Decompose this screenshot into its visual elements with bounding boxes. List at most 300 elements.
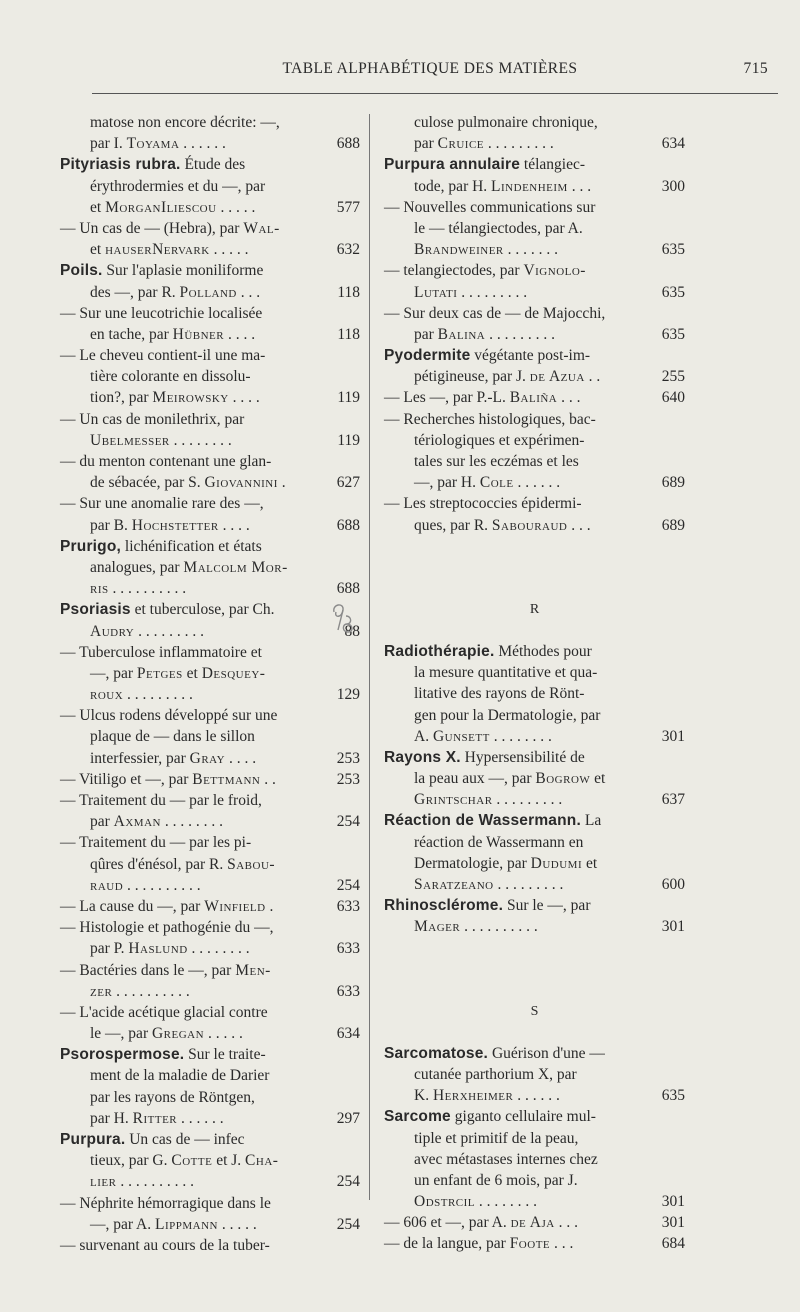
leader-dots: . . . . . . . . — [164, 813, 223, 831]
author-name: Polland — [179, 283, 237, 301]
entry-text: K. — [414, 1087, 433, 1105]
index-line — [60, 578, 360, 599]
index-line — [384, 282, 685, 303]
leader-dots: . — [281, 474, 286, 492]
page-reference: 88 — [344, 622, 360, 640]
leader-dots: . . . . . . — [181, 1109, 224, 1127]
index-line — [60, 197, 360, 218]
index-line — [60, 1171, 360, 1192]
index-line — [384, 154, 685, 175]
section-letter — [384, 1001, 685, 1022]
entry-text: et tuberculose, par Ch. — [130, 601, 275, 619]
page-reference: 254 — [336, 1173, 360, 1191]
entry-text: — telangiectodes, par — [384, 262, 524, 280]
entry-text: — Recherches histologiques, bac- — [384, 410, 596, 428]
leader-dots: . . . . — [222, 516, 250, 534]
entry-text: de sébacée, par S. — [90, 474, 205, 492]
page-reference: 577 — [336, 198, 360, 216]
page-reference: 632 — [336, 241, 360, 259]
entry-text: la peau aux —, par — [414, 770, 536, 788]
entry-text: culose pulmonaire chronique, — [414, 114, 598, 131]
page-reference: 633 — [336, 897, 360, 915]
index-line — [60, 769, 360, 790]
page-reference: 254 — [336, 876, 360, 894]
entry-text: — Sur une anomalie rare des —, — [60, 495, 264, 513]
author-name: Ritter — [132, 1109, 178, 1127]
author-name: raud — [90, 876, 124, 894]
index-line — [384, 874, 685, 895]
index-line — [384, 472, 685, 493]
leader-dots: . . . . . — [220, 198, 256, 216]
author-name: Hübner — [172, 325, 225, 343]
section-letter — [384, 599, 685, 620]
index-line — [384, 726, 685, 747]
author-name: Grintschar — [414, 791, 493, 809]
author-name: Giovannini — [204, 474, 278, 492]
author-name: Baliña — [509, 389, 558, 407]
index-line — [60, 493, 360, 514]
page-reference: 688 — [336, 516, 360, 534]
leader-dots: . . . — [561, 389, 581, 407]
page-reference: 301 — [661, 1193, 685, 1211]
author-name: Mager — [414, 918, 461, 936]
index-line — [60, 239, 360, 260]
entry-text: avec métastases internes chez — [414, 1150, 598, 1168]
author-name: Ubelmesser — [90, 431, 170, 449]
entry-text: Guérison d'une — — [488, 1044, 605, 1062]
leader-dots: . . . . . . . . . — [487, 135, 554, 153]
leader-dots: . . . . . . . . . . — [464, 918, 538, 936]
entry-text: — du menton contenant une glan- — [60, 453, 272, 470]
spacer — [384, 536, 685, 557]
index-line — [60, 1193, 360, 1214]
page-reference: 689 — [661, 474, 685, 492]
index-line — [384, 1170, 685, 1191]
left-column — [60, 112, 360, 1256]
entry-text: tière colorante en dissolu- — [90, 368, 251, 386]
author-name: Wal- — [243, 219, 280, 237]
entry-text: Méthodes pour — [494, 642, 592, 660]
entry-text: — survenant au cours de la tuber- — [60, 1236, 270, 1254]
leader-dots: . . . . . . . . . — [461, 283, 528, 301]
entry-text: le — télangiectodes, par A. — [414, 219, 583, 237]
entry-text: — Ulcus rodens développé sur une — [60, 707, 278, 725]
index-line — [60, 515, 360, 536]
page-reference: 255 — [661, 368, 685, 386]
entry-headword: Radiothérapie. — [384, 642, 495, 660]
leader-dots: . . . . . . . — [507, 241, 559, 259]
entry-text: gen pour la Dermatologie, par — [414, 706, 601, 724]
index-line — [60, 726, 360, 747]
author-name: Haslund — [128, 940, 188, 958]
leader-dots: . . — [588, 368, 601, 386]
spacer — [384, 938, 685, 959]
entry-text: érythrodermies et du —, par — [90, 177, 266, 195]
index-line — [60, 133, 360, 154]
page-reference: 301 — [661, 1214, 685, 1232]
entry-text: —, par A. — [90, 1215, 156, 1233]
author-name: Petges — [136, 664, 183, 682]
page-reference: 634 — [661, 135, 685, 153]
author-name: lier — [90, 1173, 117, 1191]
index-line — [60, 1150, 360, 1171]
author-name: Iliescou — [160, 198, 217, 216]
leader-dots: . . . . — [228, 749, 257, 767]
author-name: Brandweiner — [414, 241, 504, 259]
spacer — [384, 578, 685, 599]
entry-text: Étude des — [180, 156, 246, 174]
handwritten-annotation — [328, 590, 356, 646]
index-line — [60, 303, 360, 324]
page-reference: 119 — [337, 431, 360, 449]
page-reference: 635 — [661, 241, 685, 259]
index-line — [384, 515, 685, 536]
index-line — [384, 324, 685, 345]
author-name: Axman — [113, 813, 161, 831]
entry-text: Hypersensibilité de — [460, 748, 585, 766]
author-name: Desquey- — [201, 664, 266, 682]
index-line — [384, 430, 685, 451]
leader-dots: . . . — [240, 283, 261, 301]
leader-dots: . . . . . . . . . . — [127, 876, 201, 894]
author-name: roux — [90, 686, 124, 704]
author-name: Toyama — [126, 135, 180, 153]
leader-dots: . . . . . . . . . — [497, 876, 564, 893]
entry-text: — Tuberculose inflammatoire et — [60, 643, 262, 661]
index-line — [384, 197, 685, 218]
author-name: Sabou- — [227, 855, 276, 873]
entry-text: par H. — [90, 1109, 133, 1127]
index-line — [60, 1235, 360, 1256]
entry-text: — Bactéries dans le —, par — [60, 961, 236, 979]
author-name: Men- — [235, 961, 271, 979]
author-name: Gray — [189, 749, 226, 767]
page-reference: 688 — [336, 135, 360, 153]
entry-text: par — [90, 813, 114, 831]
entry-text: un enfant de 6 mois, par J. — [414, 1171, 578, 1189]
page-number: 715 — [743, 60, 768, 77]
index-line — [60, 1065, 360, 1086]
entry-text: — L'acide acétique glacial contre — [60, 1003, 268, 1021]
entry-text: — Un cas de monilethrix, par — [60, 410, 245, 428]
entry-text: réaction de Wassermann en — [414, 833, 584, 851]
index-line — [60, 811, 360, 832]
entry-text: tion?, par — [90, 389, 153, 407]
entry-text: et — [182, 664, 202, 682]
index-line — [384, 218, 685, 239]
entry-text: le —, par — [90, 1025, 152, 1043]
author-name: Herxheimer — [432, 1087, 514, 1105]
entry-text: cutanée parthorium X, par — [414, 1065, 577, 1083]
page-reference: 600 — [661, 876, 685, 893]
spacer — [384, 959, 685, 980]
author-name: de Aja — [510, 1214, 555, 1232]
entry-headword: Pityriasis rubra. — [60, 156, 181, 174]
entry-text: plaque de — dans le sillon — [90, 728, 255, 746]
leader-dots: . . . . . . . . — [191, 940, 250, 958]
leader-dots: . . . . . . . . . — [138, 622, 205, 640]
entry-text: — Traitement du — par les pi- — [60, 834, 252, 852]
index-line — [384, 705, 685, 726]
index-line — [384, 1149, 685, 1170]
entry-text: la mesure quantitative et qua- — [414, 664, 598, 682]
spacer — [384, 557, 685, 578]
author-name: Malcolm Mor- — [183, 558, 288, 576]
author-name: Nervark — [152, 241, 210, 259]
index-line — [60, 621, 360, 642]
spacer — [384, 1022, 685, 1043]
index-line — [384, 493, 685, 514]
index-line — [384, 1191, 685, 1212]
page-reference: 627 — [336, 474, 360, 492]
author-name: Dudumi — [530, 854, 583, 872]
author-name: Cotte — [171, 1152, 213, 1170]
entry-text: Sur l'aplasie moniliforme — [102, 262, 264, 280]
page-title: TABLE ALPHABÉTIQUE DES MATIÈRES — [282, 60, 578, 77]
index-line — [384, 1043, 685, 1064]
entry-text: et — [90, 198, 106, 216]
index-line — [60, 663, 360, 684]
author-name: Cha- — [245, 1152, 279, 1170]
entry-headword: Purpura annulaire — [384, 156, 521, 174]
entry-text: — de la langue, par — [384, 1235, 510, 1253]
entry-text: matose non encore décrite: —, — [90, 114, 280, 131]
entry-text: litative des rayons de Rönt- — [414, 685, 585, 703]
entry-text: Un cas de — infec — [125, 1131, 245, 1148]
page-reference: 253 — [336, 770, 360, 788]
index-line — [60, 896, 360, 917]
author-name: Cruice — [437, 135, 485, 153]
leader-dots: . . — [264, 770, 276, 788]
author-name: Bettmann — [192, 770, 261, 788]
index-line — [384, 133, 685, 154]
page-reference: 635 — [661, 325, 685, 343]
entry-text: — Sur une leucotrichie localisée — [60, 304, 263, 322]
index-line — [384, 303, 685, 324]
entry-text: — Nouvelles communications sur — [384, 198, 596, 216]
entry-text: — La cause du —, par — [60, 897, 205, 915]
entry-headword: Psorospermose. — [60, 1046, 185, 1064]
entry-text: — Traitement du — par le froid, — [60, 792, 262, 809]
entry-text: ment de la maladie de Darier — [90, 1067, 270, 1085]
index-line — [60, 557, 360, 578]
entry-text: La — [580, 812, 602, 830]
index-line — [60, 387, 360, 408]
entry-headword: Pyodermite — [384, 347, 471, 365]
leader-dots: . . . . . — [213, 241, 249, 259]
entry-text: — Les —, par P.-L. — [384, 389, 510, 407]
leader-dots: . . . . . . . . — [173, 431, 232, 449]
entry-text: par — [414, 325, 438, 343]
index-line — [384, 832, 685, 853]
author-name: Sabouraud — [491, 516, 568, 534]
author-name: Saratzeano — [414, 876, 494, 893]
index-line — [60, 938, 360, 959]
entry-text: par B. — [90, 516, 132, 534]
page-reference: 640 — [661, 389, 685, 407]
index-line — [60, 1087, 360, 1108]
index-line — [60, 705, 360, 726]
page-reference: 633 — [336, 940, 360, 958]
leader-dots: . . . . . . . . . — [496, 791, 563, 809]
author-name: Hochstetter — [131, 516, 219, 534]
author-name: Lippmann — [155, 1215, 218, 1233]
index-line — [384, 662, 685, 683]
index-line — [60, 366, 360, 387]
entry-text: A. — [414, 727, 433, 745]
entry-text: par P. — [90, 940, 129, 958]
index-line — [60, 642, 360, 663]
entry-text: tieux, par G. — [90, 1152, 172, 1170]
index-line — [384, 641, 685, 662]
author-name: de Azua — [529, 368, 585, 386]
page-reference: 254 — [336, 813, 360, 831]
leader-dots: . . . — [571, 177, 592, 195]
header-rule — [92, 93, 778, 94]
index-line — [384, 895, 685, 916]
leader-dots: . . . — [558, 1214, 578, 1232]
entry-headword: Rhinosclérome. — [384, 897, 504, 915]
entry-headword: Rayons X. — [384, 748, 461, 766]
leader-dots: . . . — [554, 1235, 574, 1253]
index-line — [60, 176, 360, 197]
right-column — [384, 112, 685, 1255]
entry-text: en tache, par — [90, 325, 173, 343]
author-name: zer — [90, 982, 113, 1000]
index-line — [60, 875, 360, 896]
author-name: Gunsett — [432, 727, 490, 745]
entry-text: télangiec- — [520, 156, 586, 174]
index-line — [384, 1233, 685, 1254]
index-line — [60, 154, 360, 175]
index-line — [384, 853, 685, 874]
index-line — [60, 430, 360, 451]
leader-dots: . . . . — [227, 325, 256, 343]
index-line — [60, 218, 360, 239]
page-reference: 635 — [661, 283, 685, 301]
page-reference: 637 — [661, 791, 685, 809]
entry-headword: Psoriasis — [60, 601, 131, 619]
entry-text: — Néphrite hémorragique dans le — [60, 1194, 271, 1212]
page-reference: 300 — [661, 177, 685, 195]
page-reference: 689 — [661, 516, 685, 534]
author-name: ris — [90, 580, 109, 598]
index-line — [60, 282, 360, 303]
page-reference: 118 — [337, 325, 360, 343]
column-divider — [369, 114, 370, 1200]
leader-dots: . . . . . — [221, 1215, 257, 1233]
entry-text: tériologiques et expérimen- — [414, 431, 585, 449]
author-name: Lindenheim — [491, 177, 568, 195]
index-line — [384, 112, 685, 133]
leader-dots: . . . . . — [207, 1025, 243, 1043]
index-line — [384, 1212, 685, 1233]
index-line — [60, 260, 360, 281]
section-letter-text: S — [530, 1003, 539, 1019]
entry-text: lichénification et états — [121, 537, 262, 555]
index-line — [60, 790, 360, 811]
entry-text: par I. — [90, 135, 127, 153]
leader-dots: . — [269, 897, 274, 915]
entry-headword: Sarcomatose. — [384, 1044, 489, 1062]
index-line — [60, 451, 360, 472]
entry-text: Sur le —, par — [503, 897, 591, 915]
entry-text: et — [90, 241, 106, 259]
author-name: Gregan — [151, 1025, 205, 1043]
author-name: Meirowsky — [152, 389, 229, 407]
running-header — [90, 60, 770, 86]
leader-dots: . . . . . . . . . . — [112, 580, 187, 598]
page-reference: 119 — [337, 389, 360, 407]
entry-text: — Un cas de — (Hebra), par — [60, 219, 244, 237]
index-line — [60, 684, 360, 705]
entry-text: ques, par R. — [414, 516, 492, 534]
index-line — [60, 832, 360, 853]
entry-text: —, par — [90, 664, 137, 682]
leader-dots: . . . — [571, 516, 591, 534]
leader-dots: . . . . . . . . . . — [116, 982, 190, 1000]
entry-text: qûres d'énésol, par R. — [90, 855, 228, 873]
author-name: Cole — [479, 474, 514, 492]
entry-text: et J. — [212, 1152, 246, 1170]
index-line — [384, 916, 685, 937]
index-line — [384, 1128, 685, 1149]
leader-dots: . . . . . . . . . — [127, 686, 193, 704]
index-line — [60, 960, 360, 981]
entry-text: par les rayons de Röntgen, — [90, 1088, 255, 1106]
index-line — [384, 810, 685, 831]
leader-dots: . . . . . . . . . — [489, 325, 555, 343]
index-line — [384, 260, 685, 281]
author-name: Vignolo- — [523, 262, 586, 280]
index-line — [60, 1044, 360, 1065]
entry-text: tales sur les eczémas et les — [414, 453, 579, 470]
index-line — [384, 1064, 685, 1085]
index-line — [60, 324, 360, 345]
index-line — [60, 409, 360, 430]
page-reference: 301 — [661, 727, 685, 745]
author-name: Winfield — [204, 897, 266, 915]
entry-text: et — [582, 854, 598, 872]
leader-dots: . . . . . . . . . . — [120, 1173, 194, 1191]
author-name: Bogrow — [535, 770, 591, 788]
index-line — [384, 1085, 685, 1106]
index-line — [384, 345, 685, 366]
leader-dots: . . . . . . . . — [493, 727, 552, 745]
index-line — [384, 768, 685, 789]
author-name: Balina — [437, 325, 486, 343]
index-line — [384, 239, 685, 260]
entry-text: tode, par H. — [414, 177, 492, 195]
entry-text: Dermatologie, par — [414, 854, 531, 872]
index-line — [60, 1214, 360, 1235]
entry-text: giganto cellulaire mul- — [450, 1108, 596, 1126]
page-reference: 633 — [336, 982, 360, 1000]
index-line — [60, 599, 360, 620]
author-name: Audry — [90, 622, 135, 640]
entry-text: — Sur deux cas de — de Majocchi, — [384, 304, 606, 322]
author-name: Foote — [509, 1235, 551, 1253]
entry-text: tiple et primitif de la peau, — [414, 1129, 579, 1147]
author-name: Odstrcil — [414, 1193, 476, 1211]
leader-dots: . . . . — [232, 389, 260, 407]
entry-text: — Histologie et pathogénie du —, — [60, 919, 274, 937]
page-reference: 254 — [336, 1215, 360, 1233]
entry-text: — Le cheveu contient-il une ma- — [60, 347, 266, 365]
index-line — [60, 1129, 360, 1150]
page-reference: 634 — [336, 1025, 360, 1043]
page-reference: 253 — [336, 749, 360, 767]
